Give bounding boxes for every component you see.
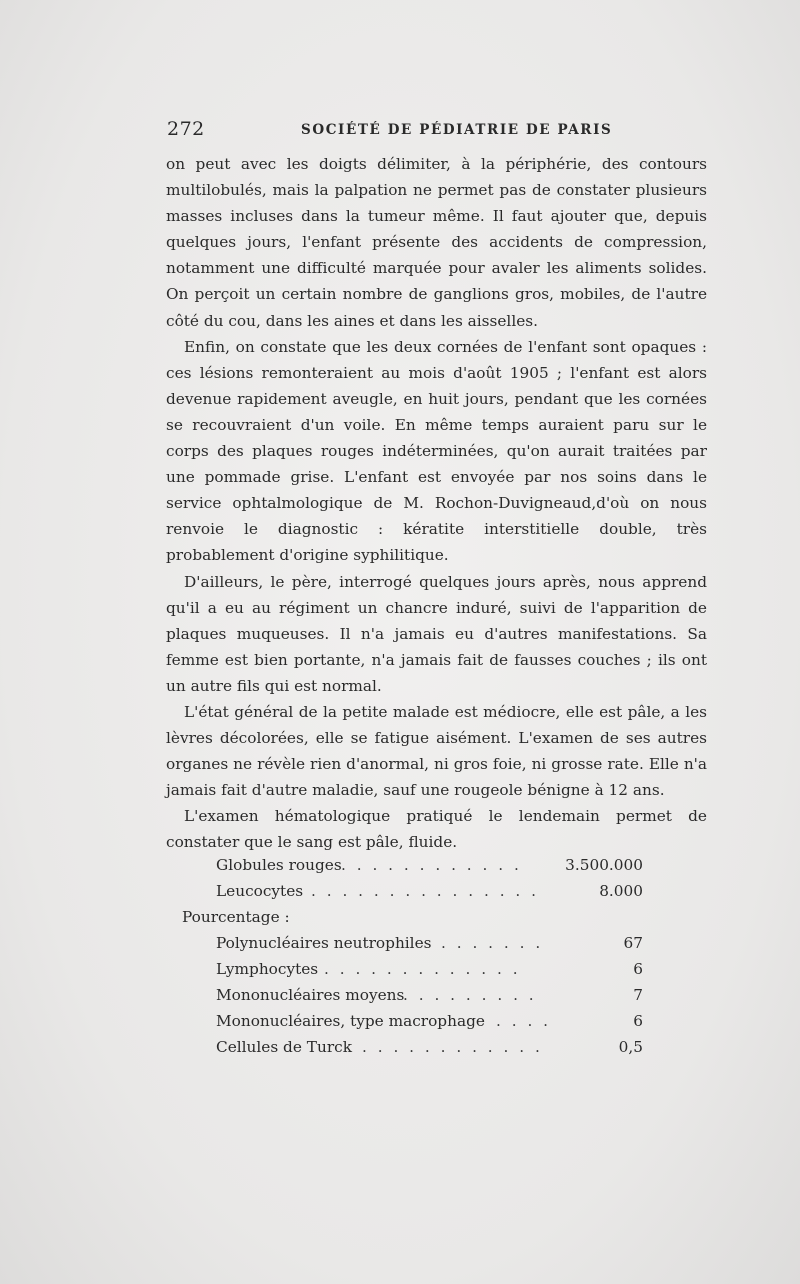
table-row (166, 930, 707, 956)
row-value: 8.000 (599, 882, 643, 900)
leader-dots: . . . . . . . . . . . . (341, 856, 522, 874)
table-row (166, 852, 707, 878)
table-row (166, 956, 707, 982)
leader-dots: . . . . . . . . . . . . . (324, 960, 521, 978)
percentage-heading: Pourcentage : (182, 908, 290, 926)
row-value: 7 (633, 986, 643, 1004)
paragraph-3: D'ailleurs, le père, interrogé quelques jours après, nous apprend qu'il a eu au régiment un chancre induré, suivi de l'apparition de plaques muqueuses. Il n'a jamais eu d'autres manifestations. Sa femme est bien portante, n'a jamais fait de fausses couches ; ils ont un autre fils qui est normal. (166, 572, 707, 695)
body-text (166, 151, 707, 856)
paragraph-2: Enfin, on constate que les deux cornées de l'enfant sont opaques : ces lésions remonteraient au mois d'août 1905 ; l'enfant est alors devenue rapidement aveugle, en huit jours, pendant que les cornées se recouvraient d'un voile. En même temps auraient paru sur le corps des plaques rouges indéterminées, qu'on aurait traitées par une pommade grise. L'enfant est envoyée par nos soins dans le service ophtalmologique de M. Rochon-Duvigneaud,d'où on nous renvoie le diagnostic : kératite interstitielle double, très probablement d'origine syphilitique. (166, 337, 707, 565)
leader-dots: . . . . . . . . . (403, 986, 537, 1004)
table-row (166, 982, 707, 1008)
leader-dots: . . . . (496, 1012, 552, 1030)
row-label: Leucocytes (216, 882, 304, 900)
leader-dots: . . . . . . . . . . . . . . . (311, 882, 540, 900)
leader-dots: . . . . . . . . . . . . (362, 1038, 543, 1056)
row-value: 67 (623, 934, 643, 952)
row-label: Lymphocytes (216, 960, 319, 978)
row-label: Mononucléaires, type macrophage (216, 1012, 485, 1030)
paragraph-4: L'état général de la petite malade est médiocre, elle est pâle, a les lèvres décolorées, elle se fatigue aisément. L'examen de ses autres organes ne révèle rien d'anormal, ni gros foie, ni grosse rate. Elle n'a jamais fait d'autre maladie, sauf une rougeole bénigne à 12 ans. (166, 702, 707, 800)
table-row (166, 904, 707, 930)
row-value: 3.500.000 (565, 856, 643, 874)
paragraph-5: L'examen hématologique pratiqué le lendemain permet de constater que le sang est pâle, fluide. (166, 807, 707, 852)
paragraph-1: on peut avec les doigts délimiter, à la périphérie, des contours multilobulés, mais la palpation ne permet pas de constater plusieurs masses incluses dans la tumeur même. Il faut ajouter que, depuis quelques jours, l'enfant présente des accidents de compression, notamment une difficulté marquée pour avaler les aliments solides. On perçoit un certain nombre de ganglions gros, mobiles, de l'autre côté du cou, dans les aines et dans les aisselles. (166, 155, 707, 330)
leader-dots: . . . . . . . (441, 934, 544, 952)
blood-count-table (166, 852, 707, 1060)
table-row (166, 1034, 707, 1060)
page-number: 272 (167, 118, 205, 140)
row-value: 6 (633, 960, 643, 978)
row-value: 0,5 (618, 1038, 643, 1056)
table-row (166, 878, 707, 904)
table-row (166, 1008, 707, 1034)
row-label: Mononucléaires moyens (216, 986, 405, 1004)
running-title: SOCIÉTÉ DE PÉDIATRIE DE PARIS (301, 122, 613, 138)
row-label: Globules rouges (216, 856, 342, 874)
row-label: Cellules de Turck (216, 1038, 352, 1056)
row-value: 6 (633, 1012, 643, 1030)
page-header (167, 118, 707, 144)
row-label: Polynucléaires neutrophiles (216, 934, 432, 952)
